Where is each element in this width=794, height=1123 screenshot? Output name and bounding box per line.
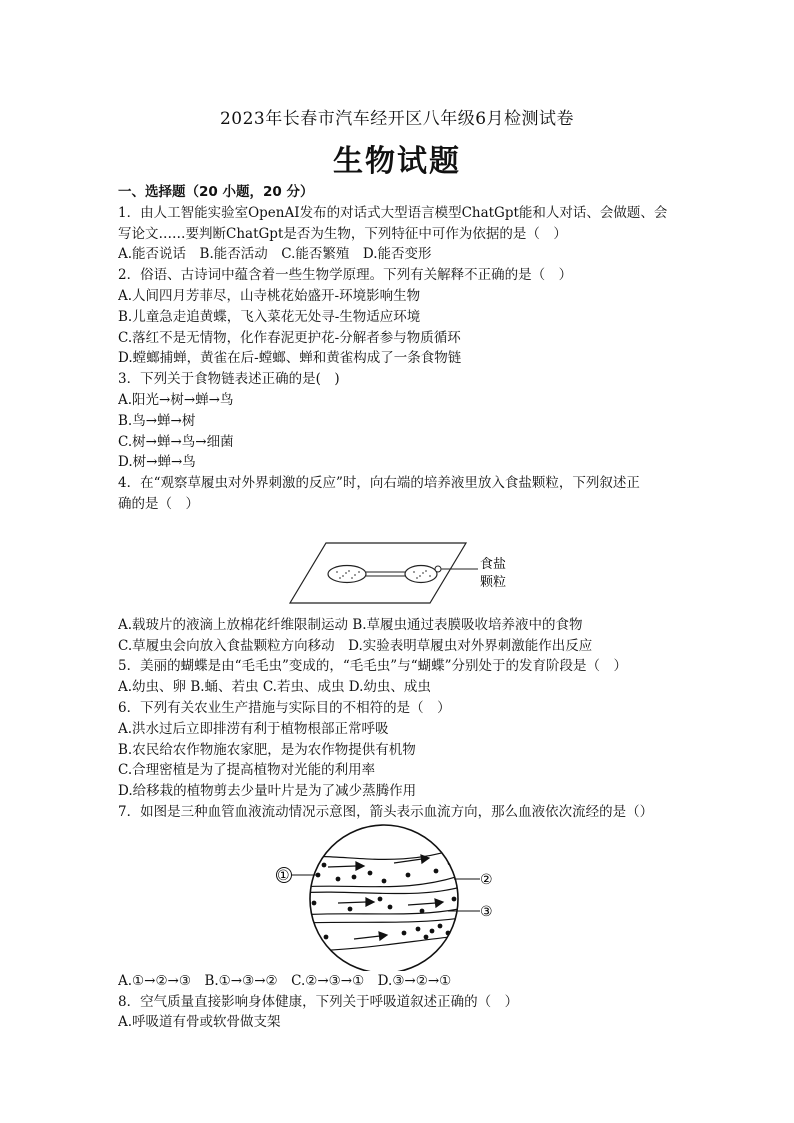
q6-option-b: B.农民给农作物施农家肥，是为农作物提供有机物 — [118, 741, 416, 758]
q2-option-c: C.落红不是无情物，化作春泥更护花-分解者参与物质循环 — [118, 329, 461, 346]
q5-stem: 5．美丽的蝴蝶是由“毛毛虫”变成的，“毛毛虫”与“蝴蝶”分别处于的发育阶段是（ ） — [118, 658, 627, 675]
q2-stem: 2．俗语、古诗词中蕴含着一些生物学原理。下列有关解释不正确的是（ ） — [118, 267, 573, 284]
salt-label-1: 食盐 — [480, 556, 507, 572]
q4-stem-line-1: 4．在“观察草履虫对外界刺激的反应”时，向右端的培养液里放入食盐颗粒，下列叙述正 — [118, 475, 640, 492]
q3-stem: 3．下列关于食物链表述正确的是( ) — [118, 371, 340, 388]
glass-slide — [290, 543, 466, 603]
q1-stem-line-2: 写论文……要判断ChatGpt是否为生物，下列特征中可作为依据的是（ ） — [118, 225, 567, 242]
right-drop — [405, 565, 437, 582]
exam-subtitle: 2023年长春市汽车经开区八年级6月检测试卷 — [219, 109, 575, 129]
vessels-group — [298, 845, 468, 951]
q3-option-c: C.树→蝉→鸟→细菌 — [118, 433, 234, 450]
left-drop-dots — [336, 570, 360, 579]
q1-options: A.能否说话 B.能否活动 C.能否繁殖 D.能否变形 — [118, 246, 432, 263]
right-drop-dots — [413, 570, 431, 579]
view-circle — [310, 825, 458, 971]
vessel-3-wall-top — [298, 917, 468, 923]
q3-option-a: A.阳光→树→蝉→鸟 — [118, 391, 234, 408]
q4-options-ab: A.载玻片的液滴上放棉花纤维限制运动 B.草履虫通过表膜吸收培养液中的食物 — [118, 616, 583, 633]
q7-options: A.①→②→③ B.①→③→② C.②→③→① D.③→②→① — [118, 972, 452, 989]
q1-stem-line-1: 1．由人工智能实验室OpenAI发布的对话式大型语言模型ChatGpt能和人对话、会做题、会 — [118, 204, 668, 221]
exam-title: 生物试题 — [333, 144, 461, 179]
callout-2-label: ② — [480, 871, 493, 888]
q3-option-b: B.鸟→蝉→树 — [118, 412, 196, 429]
left-drop — [328, 565, 366, 582]
section-heading: 一、选择题（20 小题，20 分） — [118, 184, 314, 200]
vessel-2-wall-bottom — [298, 907, 468, 915]
salt-grain — [435, 566, 441, 572]
q6-option-d: D.给移栽的植物剪去少量叶片是为了减少蒸腾作用 — [118, 783, 417, 800]
flow-arrows — [328, 855, 443, 940]
q2-option-d: D.螳螂捕蝉，黄雀在后-螳螂、蝉和黄雀构成了一条食物链 — [118, 350, 462, 367]
q6-option-c: C.合理密植是为了提高植物对光能的利用率 — [118, 762, 376, 779]
blood-vessel-figure — [118, 823, 688, 971]
slide-figure — [118, 515, 688, 615]
q2-option-b: B.儿童急走追黄蝶，飞入菜花无处寻-生物适应环境 — [118, 308, 421, 325]
q8-option-a: A.呼吸道有骨或软骨做支架 — [118, 1014, 281, 1031]
q4-options-cd: C.草履虫会向放入食盐颗粒方向移动 D.实验表明草履虫对外界刺激能作出反应 — [118, 637, 593, 654]
q2-option-a: A.人间四月芳菲尽，山寺桃花始盛开-环境影响生物 — [118, 287, 421, 304]
callout-3-label: ③ — [480, 903, 493, 920]
q6-stem: 6．下列有关农业生产措施与实际目的不相符的是（ ） — [118, 699, 451, 716]
q6-option-a: A.洪水过后立即排涝有利于植物根部正常呼吸 — [118, 720, 389, 737]
q8-stem: 8．空气质量直接影响身体健康，下列关于呼吸道叙述正确的（ ） — [118, 993, 519, 1010]
q7-stem: 7．如图是三种血管血液流动情况示意图，箭头表示血流方向，那么血液依次流经的是（） — [118, 803, 654, 820]
salt-label-2: 颗粒 — [480, 574, 507, 590]
callout-1-label: ① — [277, 867, 290, 884]
slide-diagram — [118, 515, 688, 615]
blood-vessel-diagram — [118, 823, 688, 971]
q5-options: A.幼虫、卵 B.蛹、若虫 C.若虫、成虫 D.幼虫、成虫 — [118, 679, 431, 696]
q4-stem-line-2: 确的是（ ） — [118, 495, 199, 512]
q3-option-d: D.树→蝉→鸟 — [118, 454, 196, 471]
exam-body — [118, 182, 688, 1033]
